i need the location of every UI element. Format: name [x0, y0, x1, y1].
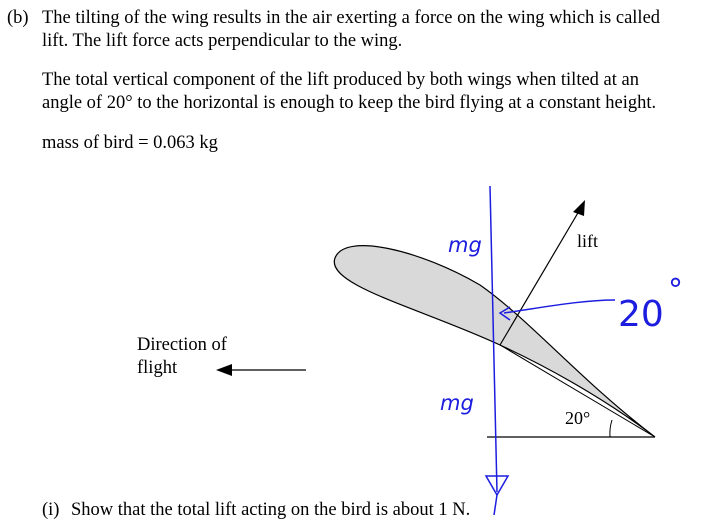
- angle-arc: [610, 420, 612, 437]
- weight-label-bottom-handwritten: mg: [440, 391, 474, 415]
- lift-arrowhead: [573, 200, 585, 216]
- question-intro-line-1: The tilting of the wing results in the air exerting a force on the wing which is called: [42, 8, 661, 28]
- flight-direction-label-line-1: Direction of: [137, 335, 227, 355]
- weight-arrow-tail: [494, 495, 497, 515]
- lift-arrow-line: [500, 206, 582, 345]
- flight-direction-label-line-2: flight: [137, 358, 178, 378]
- angle-label: 20°: [565, 408, 591, 428]
- lift-label: lift: [577, 231, 598, 251]
- angle-value-handwritten: 20: [618, 294, 664, 335]
- flight-direction-arrowhead: [216, 364, 232, 376]
- subquestion-text: Show that the total lift acting on the bird is about 1 N.: [71, 500, 471, 520]
- question-paragraph-2-line-2: angle of 20° to the horizontal is enough to keep the bird flying at a constant height.: [42, 93, 657, 113]
- question-intro-line-2: lift. The lift force acts perpendicular to the wing.: [42, 31, 403, 51]
- bird-mass-text: mass of bird = 0.063 kg: [42, 133, 218, 153]
- angle-pointer-handwritten: [504, 300, 615, 313]
- question-part-label: (b): [7, 8, 29, 28]
- subquestion-label: (i): [42, 500, 60, 520]
- question-paragraph-2-line-1: The total vertical component of the lift produced by both wings when tilted at an: [42, 70, 639, 90]
- degree-mark-handwritten: °: [668, 273, 683, 308]
- weight-label-top-handwritten: mg: [448, 233, 482, 257]
